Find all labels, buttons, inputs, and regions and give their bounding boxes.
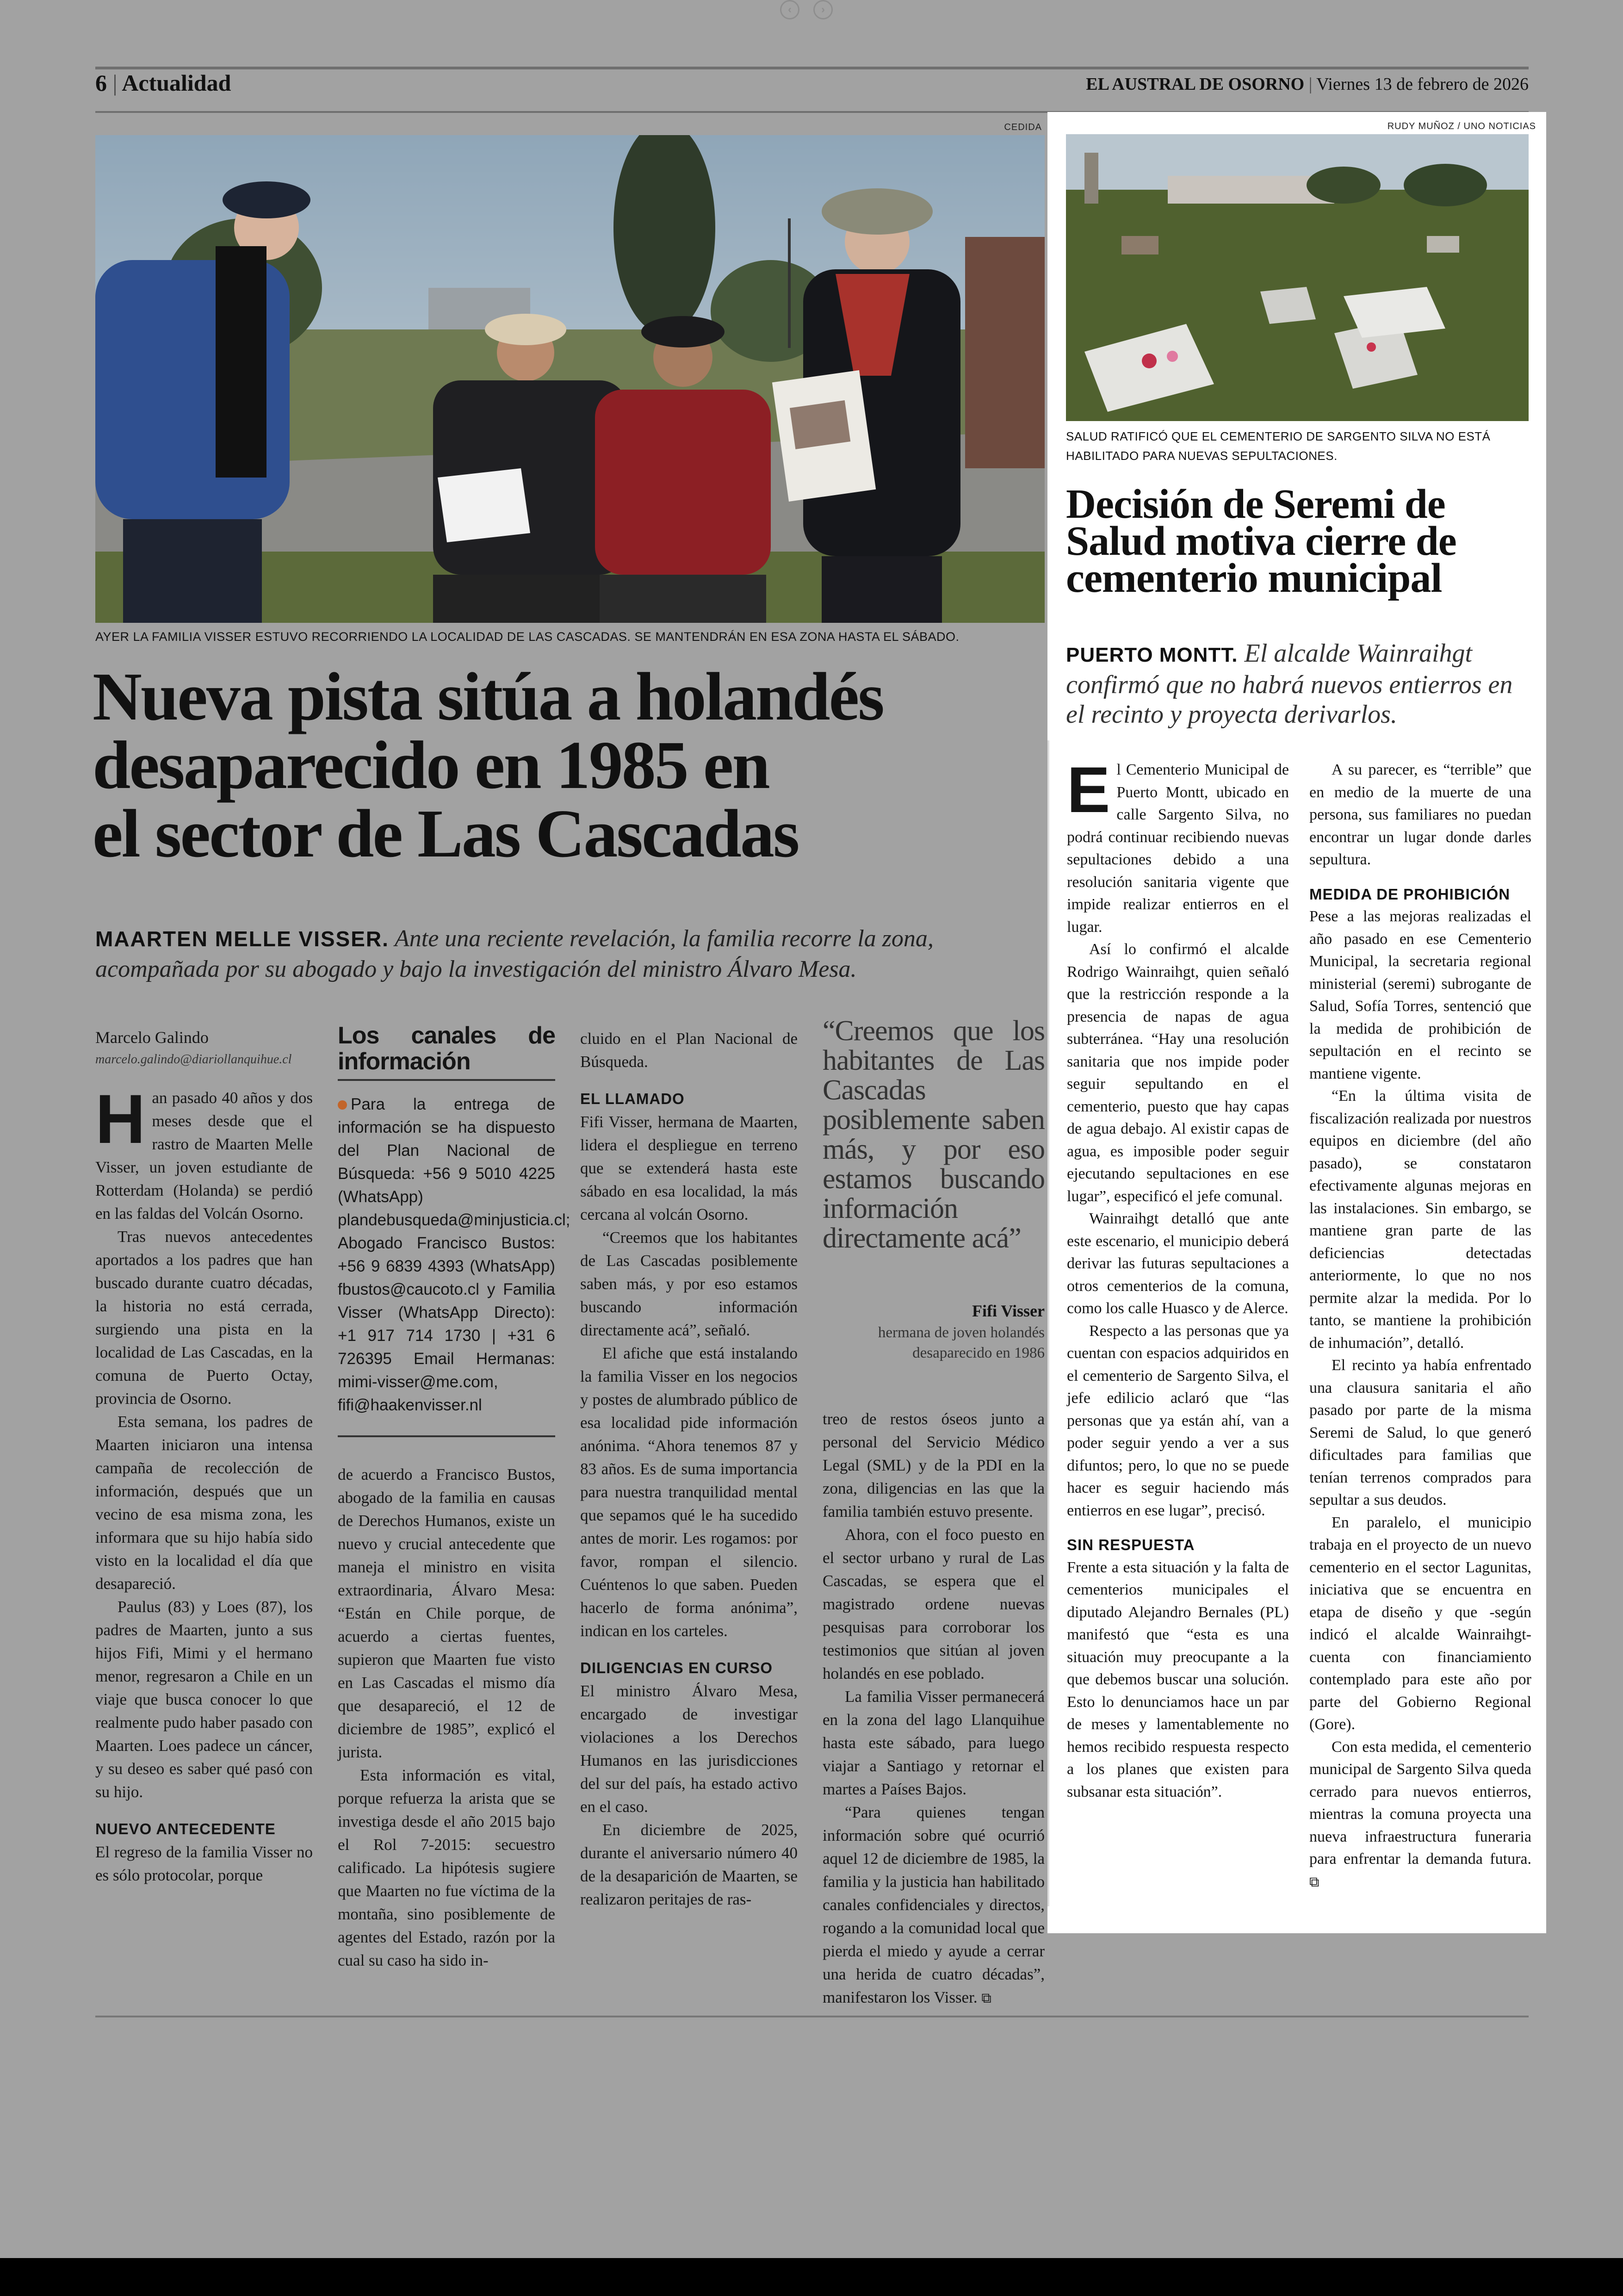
pull-quote: “Creemos que los habitantes de Las Cascadas posiblemente saben más, y por eso estamos buscando información directamente acá”: [823, 1015, 1045, 1254]
paragraph: Esta información es vital, porque refuerza la arista que se investiga desde el año 2015 bajo el Rol 7-2015: secuestro calificado. La hipótesis sugiere que Maarten no fue víctima de la montaña, sino posiblemente de agentes del Estado, razón por la cual su caso ha sido in-: [338, 1766, 555, 1969]
main-deck-lead: MAARTEN MELLE VISSER.: [95, 927, 389, 951]
paragraph: Respecto a las personas que ya cuentan con espacios adquiridos en el cementerio de Sargento Silva, el jefe edilicio aclaró que “las personas que ya están ahí, van a poder seguir yendo a ver a sus difuntos; pero, lo que no se puede hacer es seguir haciendo más entierros en ese lugar”, precisó.: [1067, 1322, 1289, 1519]
end-mark-icon: ⧉: [1309, 1874, 1319, 1890]
main-deck: [95, 924, 1048, 985]
paragraph: El afiche que está instalando la familia Visser en los negocios y postes de alumbrado público de esa localidad pide información anónima. “Ahora tenemos 87 y 83 años. Es de suma importancia para nuestra tranquilidad mental que sepamos qué le ha sucedido antes de morir. Les rogamos: por favor, rompan el silencio. Cuéntenos lo que saben. Pueden hacerlo de forma anónima”, indican en los carteles.: [580, 1344, 798, 1640]
paragraph: El Cementerio Municipal de Puerto Montt, ubicado en calle Sargento Silva, no podrá continuar recibiendo nuevas sepultaciones debido a una resolución sanitaria vigente que impide realizar entierros en el lugar.: [1067, 753, 1289, 936]
paragraph: En paralelo, el municipio trabaja en el proyecto de un nuevo cementerio en el sector Lagunitas, iniciativa que se encuentra en etapa de diseño y que -según indicó el alcalde Wainraihgt- cuenta con financiamiento contemplado para este año por parte del Gobierno Regional (Gore).: [1309, 1514, 1531, 1733]
quote-author-role: hermana de joven holandés desaparecido en 1986: [878, 1324, 1045, 1361]
drop-cap: H: [95, 1080, 146, 1158]
section-separator: |: [112, 70, 118, 96]
paragraph: Ahora, con el foco puesto en el sector urbano y rural de Las Cascadas, se espera que el magistrado ordene nuevas pesquisas para corroborar los testimonios que sitúan al joven holandés en ese poblado.: [823, 1526, 1045, 1682]
newspaper-dateline: EL AUSTRAL DE OSORNO | Viernes 13 de febrero de 2026: [1086, 74, 1529, 94]
side-headline: Decisión de Seremi de Salud motiva cierre de cementerio municipal: [1066, 481, 1456, 601]
header-top-rule: [95, 67, 1529, 69]
author-name: Marcelo Galindo: [95, 1028, 209, 1047]
main-headline-line: Nueva pista sitúa a holandés: [93, 659, 883, 735]
bullet-dot-icon: [338, 1100, 347, 1110]
side-divider: [1047, 740, 1049, 1906]
subhead: NUEVO ANTECEDENTE: [95, 1820, 276, 1837]
subhead: MEDIDA DE PROHIBICIÓN: [1309, 885, 1511, 903]
main-headline: [93, 659, 1046, 872]
viewer-bottom-bar: [0, 2258, 1623, 2296]
end-mark-icon: ⧉: [981, 1990, 991, 2006]
author-email[interactable]: marcelo.galindo@diariollanquihue.cl: [95, 1052, 292, 1067]
main-photo: [95, 135, 1045, 623]
prev-page-button[interactable]: ‹: [780, 0, 799, 19]
byline: [95, 1027, 313, 1070]
paragraph: cluido en el Plan Nacional de Búsqueda.: [580, 1030, 798, 1071]
footer-rule: [95, 2016, 1529, 2017]
page-section-label: [95, 69, 231, 96]
main-photo-caption: AYER LA FAMILIA VISSER ESTUVO RECORRIENDO LA LOCALIDAD DE LAS CASCADAS. SE MANTENDRÁN EN ESA ZONA HASTA EL SÁBADO.: [95, 630, 960, 644]
paragraph: Paulus (83) y Loes (87), los padres de Maarten, junto a sus hijos Fifi, Mimi y el hermano menor, regresaron a Chile en un viaje que busca conocer lo que realmente pudo haber pasado con Maarten. Loes padece un cáncer, y su deseo es saber qué pasó con su hijo.: [95, 1598, 313, 1801]
paragraph: Tras nuevos antecedentes aportados a los padres que han buscado durante cuatro décadas, la historia no está cerrada, surgiendo una pista en la localidad de Las Cascadas, en la comuna de Puerto Octay, provincia de Osorno.: [95, 1228, 313, 1408]
page-number: 6: [95, 70, 107, 96]
side-photo-credit: RUDY MUÑOZ / UNO NOTICIAS: [1387, 121, 1536, 131]
side-photo-caption: SALUD RATIFICÓ QUE EL CEMENTERIO DE SARGENTO SILVA NO ESTÁ HABILITADO PARA NUEVAS SEPULTACIONES.: [1066, 429, 1491, 463]
paragraph: El recinto ya había enfrentado una clausura sanitaria el año pasado por parte de la misma Seremi de Salud, lo que generó dificultades para familias que tenían terrenos comprados para sepultar a sus deudos.: [1309, 1357, 1531, 1508]
paragraph: treo de restos óseos junto a personal del Servicio Médico Legal (SML) y de la PDI en la zona, diligencias en las que la familia también estuvo presente.: [823, 1410, 1045, 1520]
main-column-2: [338, 1022, 570, 1972]
paragraph: En diciembre de 2025, durante el aniversario número 40 de la desaparición de Maarten, se realizaron peritajes de ras-: [580, 1821, 798, 1908]
subhead: DILIGENCIAS EN CURSO: [580, 1659, 773, 1676]
main-column-4: [823, 1016, 1045, 2010]
drop-cap: E: [1067, 753, 1110, 826]
info-box-title: Los canales de información: [338, 1023, 555, 1081]
main-column-1: [95, 1027, 313, 1887]
next-page-button[interactable]: ›: [813, 0, 833, 19]
paragraph: El regreso de la familia Visser no es sólo protocolar, porque: [95, 1843, 313, 1884]
info-box-text: Para la entrega de información se ha dispuesto del Plan Nacional de Búsqueda: +56 9 5010 4225 (WhatsApp) plandebusqueda@minjusticia.cl; Abogado Francisco Bustos: +56 9 6839 4393 (WhatsApp) fbustos@caucoto.cl y Familia Visser (WhatsApp Directo): +1 917 714 1730 | +31 6 726395 Email Hermanas: mimi-visser@me.com, fifi@haakenvisser.nl: [338, 1095, 570, 1414]
paragraph: A su parecer, es “terrible” que en medio de la muerte de una persona, sus familiares no puedan encontrar un lugar donde darles sepultura.: [1309, 761, 1531, 868]
main-headline-line: el sector de Las Cascadas: [93, 796, 799, 872]
paragraph: La familia Visser permanecerá en la zona del lago Llanquihue hasta este sábado, para luego viajar a Santiago y retornar el martes a Países Bajos.: [823, 1688, 1045, 1798]
main-photo-credit: CEDIDA: [1004, 122, 1042, 132]
paragraph: Pese a las mejoras realizadas el año pasado en ese Cementerio Municipal, la secretaria regional ministerial (seremi) subrogante de Salud, Sofía Torres, sentenció que la medida de prohibición de sepultación en el recinto se mantiene vigente.: [1309, 908, 1531, 1082]
quote-author: Fifi Visser: [972, 1302, 1045, 1320]
newspaper-name: EL AUSTRAL DE OSORNO: [1086, 74, 1305, 94]
main-column-3: [580, 1027, 798, 1911]
issue-date: Viernes 13 de febrero de 2026: [1316, 74, 1529, 94]
side-deck-text: El alcalde Wainraihgt confirmó que no habrá nuevos entierros en el recinto y proyecta derivarlos.: [1066, 639, 1513, 729]
paragraph: “Para quienes tengan información sobre qué ocurrió aquel 12 de diciembre de 1985, la familia y la justicia han habilitado canales confidenciales y directos, rogando a la comunidad local que pierda el miedo y ayude a cerrar una herida de cuatro décadas”, manifestaron los Visser. ⧉: [823, 1803, 1045, 2006]
paragraph: Fifi Visser, hermana de Maarten, lidera el despliegue en terreno que se extenderá hasta este sábado en esa localidad, la más cercana al volcán Osorno.: [580, 1113, 798, 1223]
side-column-1: [1067, 753, 1289, 1803]
section-name: Actualidad: [122, 70, 231, 96]
side-photo: [1066, 134, 1529, 421]
paragraph: de acuerdo a Francisco Bustos, abogado de la familia en causas de Derechos Humanos, existe un nuevo y crucial antecedente que maneja el ministro en visita extraordinaria, Álvaro Mesa: “Están en Chile porque, de acuerdo a ciertas fuentes, supieron que Maarten fue visto en Las Cascadas el mismo día que desapareció, el 12 de diciembre de 1985”, explicó el jurista.: [338, 1465, 555, 1761]
side-deck: [1066, 639, 1533, 729]
paragraph: “Creemos que los habitantes de Las Cascadas posiblemente saben más, y por eso estamos buscando información directamente acá”, señaló.: [580, 1229, 798, 1339]
paragraph: Esta semana, los padres de Maarten iniciaron una intensa campaña de recolección de información, después que un vecino de esa misma zona, les informara que su hijo había sido visto en la localidad el día que desapareció.: [95, 1413, 313, 1593]
main-deck-text: Ante una reciente revelación, la familia recorre la zona, acompañada por su abogado y bajo la investigación del ministro Álvaro Mesa.: [95, 925, 934, 982]
paragraph: “En la última visita de fiscalización realizada por nuestros equipos en diciembre (del año pasado), se constataron efectivamente algunas mejoras en las instalaciones. Sin embargo, se mantiene gran parte de las deficiencias detectadas anteriormente, lo que no nos permite alzar la medida. Por lo tanto, se mantiene la prohibición de inhumación”, detalló.: [1309, 1087, 1531, 1352]
subhead: EL LLAMADO: [580, 1090, 685, 1107]
paragraph: Wainraihgt detalló que ante este escenario, el municipio deberá derivar las futuras sepultaciones a otros cementerios de la comuna, como los calle Huasco y de Alerce.: [1067, 1210, 1289, 1317]
page-nav: [780, 0, 833, 19]
paragraph: El ministro Álvaro Mesa, encargado de investigar violaciones a los Derechos Humanos en las jurisdicciones del sur del país, ha estado activo en el caso.: [580, 1682, 798, 1816]
paragraph: Así lo confirmó el alcalde Rodrigo Wainraihgt, quien señaló que la restricción responde a la presencia de napas de agua subterránea. “Hay una resolución sanitaria que nos impide poder seguir sepultando en el cementerio, puesto que hay capas de agua debajo. Al existir capas de agua, es imposible poder seguir ejecutando sepultaciones en ese lugar”, especificó el jefe comunal.: [1067, 941, 1289, 1205]
main-headline-line: desaparecido en 1985 en: [93, 727, 769, 803]
side-deck-lead: PUERTO MONTT.: [1066, 644, 1238, 666]
subhead: SIN RESPUESTA: [1067, 1536, 1195, 1553]
paragraph: Frente a esta situación y la falta de cementerios municipales el diputado Alejandro Bernales (PL) manifestó que “esta es una situación muy preocupante a la que debemos buscar una solución. Esto lo denunciamos hace un par de meses y lamentablemente no hemos recibido respuesta respecto a los planes que existen para subsanar esta situación”.: [1067, 1558, 1289, 1800]
paragraph: Con esta medida, el cementerio municipal de Sargento Silva queda cerrado para nuevos entierros, mientras la comuna proyecta una nueva infraestructura funeraria para enfrentar la demanda futura. ⧉: [1309, 1738, 1531, 1890]
paragraph: Han pasado 40 años y dos meses desde que el rastro de Maarten Melle Visser, un joven estudiante de Rotterdam (Holanda) se perdió en las faldas del Volcán Osorno.: [95, 1080, 313, 1222]
side-column-2: [1309, 759, 1531, 1893]
